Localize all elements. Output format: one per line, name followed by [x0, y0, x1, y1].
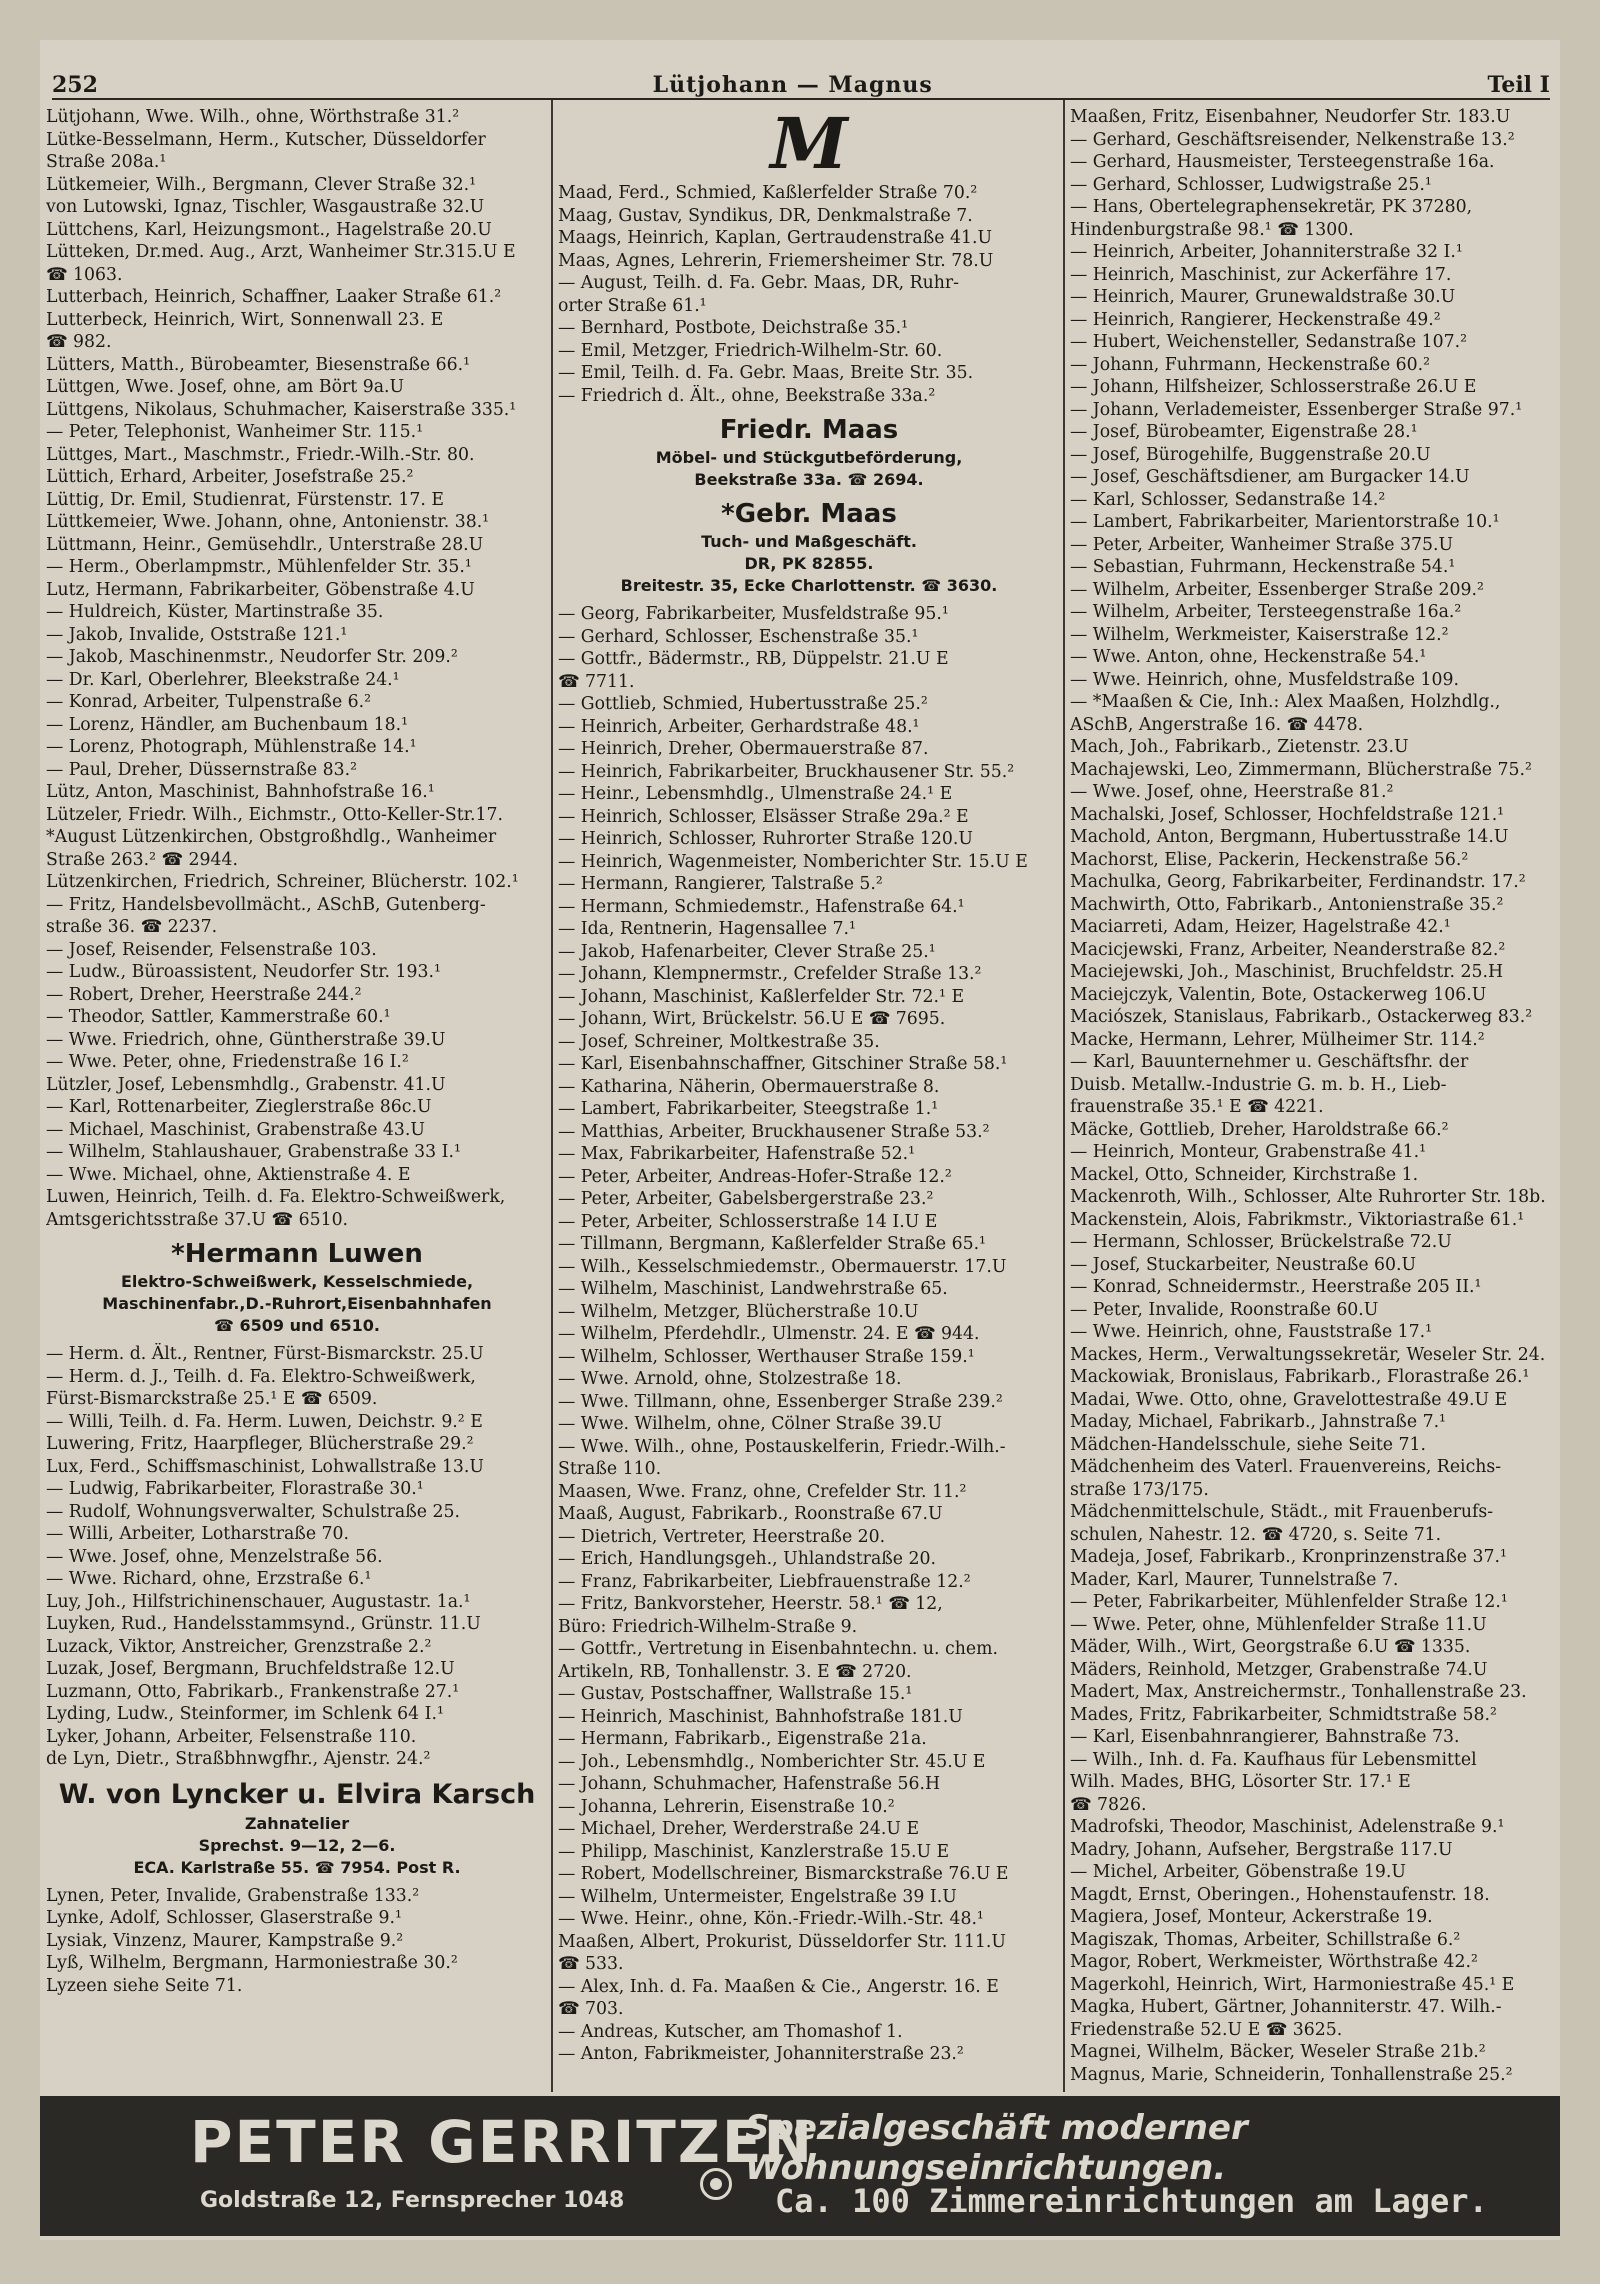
directory-entry: — Ludw., Büroassistent, Neudorfer Str. 193.¹	[46, 962, 441, 982]
directory-entry: Lyker, Johann, Arbeiter, Felsenstraße 110.	[46, 1726, 417, 1747]
directory-entry: — Gottfr., Vertretung in Eisenbahntechn. u. chem.	[558, 1639, 998, 1659]
directory-entry: Machalski, Josef, Schlosser, Hochfeldstraße 121.¹	[1070, 804, 1505, 825]
directory-entry: — Johann, Wirt, Brückelstr. 56.U E ☎ 7695.	[558, 1009, 946, 1029]
directory-entry: — Matthias, Arbeiter, Bruckhausener Straße 53.²	[558, 1121, 990, 1142]
directory-entry: Mackenstein, Alois, Fabrikmstr., Viktoriastraße 61.¹	[1070, 1209, 1525, 1230]
directory-entry: — Josef, Stuckarbeiter, Neustraße 60.U	[1070, 1254, 1417, 1275]
directory-entry: Maaßen, Albert, Prokurist, Düsseldorfer Str. 111.U	[558, 1931, 1006, 1952]
directory-entry: — Heinrich, Schlosser, Elsässer Straße 29a.² E	[558, 806, 969, 827]
directory-entry: Maaß, August, Fabrikarb., Roonstraße 67.U	[558, 1504, 943, 1524]
directory-entry: — Heinrich, Arbeiter, Johanniterstraße 32 I.¹	[1070, 242, 1463, 262]
directory-entry: — Wilhelm, Arbeiter, Essenberger Straße 209.²	[1070, 579, 1484, 600]
directory-entry: Lüttgen, Wwe. Josef, ohne, am Bört 9a.U	[46, 377, 405, 397]
directory-entry: Magnei, Wilhelm, Bäcker, Weseler Straße 21b.²	[1070, 2042, 1486, 2062]
directory-entry: — Johann, Klempnermstr., Crefelder Straße 13.²	[558, 964, 982, 984]
directory-entry: — Sebastian, Fuhrmann, Heckenstraße 54.¹	[1070, 557, 1456, 577]
directory-entry: Maags, Heinrich, Kaplan, Gertraudenstraße 41.U	[558, 228, 993, 248]
directory-entry: — Wilhelm, Untermeister, Engelstraße 39 I.U	[558, 1886, 957, 1907]
directory-entry: — Gerhard, Schlosser, Eschenstraße 35.¹	[558, 626, 919, 647]
directory-entry: — Wwe. Richard, ohne, Erzstraße 6.¹	[46, 1569, 372, 1589]
directory-entry: — Herm. d. Ält., Rentner, Fürst-Bismarckstr. 25.U	[46, 1344, 484, 1364]
directory-entry: Lütz, Anton, Maschinist, Bahnhofstraße 16.¹	[46, 782, 435, 802]
directory-entry: Mackowiak, Bronislaus, Fabrikarb., Florastraße 26.¹	[1070, 1367, 1530, 1387]
directory-entry: — Wilhelm, Pferdehdlr., Ulmenstr. 24. E ☎ 944.	[558, 1324, 980, 1344]
page-number: 252	[52, 72, 98, 98]
directory-entry: Lütteken, Dr.med. Aug., Arzt, Wanheimer Str.315.U E	[46, 242, 516, 262]
directory-entry: Büro: Friedrich-Wilhelm-Straße 9.	[558, 1616, 858, 1637]
directory-entry: Maciejewski, Joh., Maschinist, Bruchfeldstr. 25.H	[1070, 962, 1504, 982]
directory-entry: Machajewski, Leo, Zimmermann, Blücherstraße 75.²	[1070, 759, 1532, 780]
directory-entry: — Bernhard, Postbote, Deichstraße 35.¹	[558, 318, 909, 338]
directory-entry: Macke, Hermann, Lehrer, Mülheimer Str. 114.²	[1070, 1029, 1485, 1050]
directory-entry: Maag, Gustav, Syndikus, DR, Denkmalstraße 7.	[558, 205, 973, 226]
directory-entry: — Karl, Eisenbahnschaffner, Gitschiner Straße 58.¹	[558, 1054, 1008, 1074]
directory-entry: — Johann, Verlademeister, Essenberger Straße 97.¹	[1070, 399, 1523, 420]
directory-entry: Magiszak, Thomas, Arbeiter, Schillstraße 6.²	[1070, 1929, 1461, 1950]
directory-entry: — Heinrich, Dreher, Obermauerstraße 87.	[558, 739, 929, 759]
directory-entry: Mach, Joh., Fabrikarb., Zietenstr. 23.U	[1070, 737, 1409, 757]
directory-entry: — Peter, Invalide, Roonstraße 60.U	[1070, 1299, 1379, 1320]
directory-entry: — Huldreich, Küster, Martinstraße 35.	[46, 602, 384, 622]
directory-entry: — Heinrich, Arbeiter, Gerhardstraße 48.¹	[558, 716, 920, 737]
advertiser-detail: Elektro-Schweißwerk, Kesselschmiede,	[120, 1272, 474, 1291]
directory-entry: — Hermann, Fabrikarb., Eigenstraße 21a.	[558, 1729, 927, 1749]
directory-entry: — Gerhard, Schlosser, Ludwigstraße 25.¹	[1070, 174, 1432, 195]
directory-entry: — Wwe. Heinr., ohne, Kön.-Friedr.-Wilh.-Str. 48.¹	[558, 1909, 984, 1929]
directory-entry: Lützenkirchen, Friedrich, Schreiner, Blücherstr. 102.¹	[46, 872, 519, 892]
directory-entry: — Robert, Modellschreiner, Bismarckstraße 76.U E	[558, 1864, 1009, 1884]
directory-entry: Mädchen-Handelsschule, siehe Seite 71.	[1070, 1434, 1427, 1455]
directory-entry: — Johann, Schuhmacher, Hafenstraße 56.H	[558, 1774, 941, 1794]
advertisement-block	[558, 413, 1060, 491]
directory-entry: — Heinrich, Monteur, Grabenstraße 41.¹	[1070, 1142, 1427, 1162]
column-2	[558, 106, 1060, 2091]
directory-entry: Lützeler, Friedr. Wilh., Eichmstr., Otto-Keller-Str.17.	[46, 804, 503, 825]
directory-entry: — Dietrich, Vertreter, Heerstraße 20.	[558, 1526, 886, 1547]
directory-entry: *August Lützenkirchen, Obstgroßhdlg., Wanheimer	[46, 827, 497, 847]
directory-entry: Machold, Anton, Bergmann, Hubertusstraße 14.U	[1070, 827, 1509, 847]
directory-entry: Macicjewski, Franz, Arbeiter, Neanderstraße 82.²	[1070, 939, 1506, 960]
directory-entry: — Heinrich, Rangierer, Heckenstraße 49.²	[1070, 309, 1441, 330]
directory-entry: — Wwe. Peter, ohne, Friedenstraße 16 I.²	[46, 1052, 409, 1072]
directory-entry: — Wilhelm, Metzger, Blücherstraße 10.U	[558, 1301, 919, 1322]
directory-entry: — Wwe. Tillmann, ohne, Essenberger Straße 239.²	[558, 1391, 1003, 1412]
directory-entry: — Wwe. Heinrich, ohne, Musfeldstraße 109.	[1070, 669, 1459, 690]
directory-entry: ASchB, Angerstraße 16. ☎ 4478.	[1070, 714, 1364, 735]
directory-entry: Mädchenheim des Vaterl. Frauenvereins, Reichs-	[1070, 1457, 1502, 1477]
directory-entry: — Heinrich, Maurer, Grunewaldstraße 30.U	[1070, 287, 1456, 307]
directory-entry: Magiera, Josef, Monteur, Ackerstraße 19.	[1070, 1907, 1433, 1927]
directory-entry: — Ida, Rentnerin, Hagensallee 7.¹	[558, 919, 856, 939]
directory-entry: — Josef, Reisender, Felsenstraße 103.	[46, 939, 377, 960]
directory-entry: — Robert, Dreher, Heerstraße 244.²	[46, 984, 362, 1005]
directory-entry: Lüttchens, Karl, Heizungsmont., Hagelstraße 20.U	[46, 219, 492, 240]
directory-entry: — Lambert, Fabrikarbeiter, Steegstraße 1.¹	[558, 1099, 939, 1119]
advertisement-block	[46, 1777, 548, 1879]
directory-entry: — Peter, Arbeiter, Gabelsbergerstraße 23.²	[558, 1189, 934, 1209]
directory-entry: Wilh. Mades, BHG, Lösorter Str. 17.¹ E	[1070, 1772, 1411, 1792]
advertiser-detail: DR, PK 82855.	[744, 554, 874, 573]
directory-entry: — Erich, Handlungsgeh., Uhlandstraße 20.	[558, 1549, 936, 1569]
directory-entry: Lyß, Wilhelm, Bergmann, Harmoniestraße 30.²	[46, 1953, 458, 1973]
directory-entry: Lütjohann, Wwe. Wilh., ohne, Wörthstraße 31.²	[46, 107, 460, 127]
directory-entry: Magdt, Ernst, Oberingen., Hohenstaufenstr. 18.	[1070, 1884, 1490, 1905]
advertiser-detail: Zahnatelier	[244, 1813, 350, 1833]
directory-entry: — Wwe. Heinrich, ohne, Fauststraße 17.¹	[1070, 1322, 1433, 1342]
directory-entry: Straße 208a.¹	[46, 152, 167, 172]
column-divider	[1063, 100, 1065, 2092]
directory-entry: ☎ 533.	[558, 1954, 624, 1974]
advertiser-name: Friedr. Maas	[719, 415, 899, 445]
directory-entry: — Wwe. Wilhelm, ohne, Cölner Straße 39.U	[558, 1414, 943, 1434]
column-divider	[551, 100, 553, 2092]
section-letter: M	[770, 106, 848, 185]
directory-entry: — Paul, Dreher, Düssernstraße 83.²	[46, 759, 358, 780]
directory-entry: Straße 263.² ☎ 2944.	[46, 849, 239, 870]
directory-entry: Luy, Joh., Hilfstrichinenschauer, Augustastr. 1a.¹	[46, 1591, 471, 1612]
directory-entry: Lutz, Hermann, Fabrikarbeiter, Göbenstraße 4.U	[46, 579, 475, 600]
directory-entry: Lutterbeck, Heinrich, Wirt, Sonnenwall 23. E	[46, 309, 444, 330]
directory-entry: Lyzeen siehe Seite 71.	[46, 1975, 243, 1996]
directory-entry: — Heinrich, Wagenmeister, Nomberichter Str. 15.U E	[558, 851, 1028, 872]
directory-entry: — Alex, Inh. d. Fa. Maaßen & Cie., Angerstr. 16. E	[558, 1976, 999, 1997]
directory-entry: — Josef, Bürobeamter, Eigenstraße 28.¹	[1070, 422, 1418, 442]
directory-entry: ☎ 7826.	[1070, 1794, 1147, 1815]
directory-entry: Mäders, Reinhold, Metzger, Grabenstraße 74.U	[1070, 1659, 1488, 1680]
directory-entry: Fürst-Bismarckstraße 25.¹ E ☎ 6509.	[46, 1389, 378, 1409]
directory-entry: — Wwe. Anton, ohne, Heckenstraße 54.¹	[1070, 647, 1427, 667]
directory-entry: Hindenburgstraße 98.¹ ☎ 1300.	[1070, 219, 1354, 240]
directory-entry: — Peter, Fabrikarbeiter, Mühlenfelder Straße 12.¹	[1070, 1592, 1508, 1612]
directory-entry: — Wwe. Michael, ohne, Aktienstraße 4. E	[46, 1164, 411, 1185]
page-title: Lütjohann — Magnus	[652, 72, 933, 98]
directory-entry: frauenstraße 35.¹ E ☎ 4221.	[1070, 1097, 1324, 1117]
directory-entry: Lüttkemeier, Wwe. Johann, ohne, Antonienstr. 38.¹	[46, 512, 490, 532]
directory-entry: — Peter, Telephonist, Wanheimer Str. 115.¹	[46, 422, 424, 442]
directory-entry: Mades, Fritz, Fabrikarbeiter, Schmidtstraße 58.²	[1070, 1704, 1497, 1725]
directory-entry: — Konrad, Schneidermstr., Heerstraße 205 II.¹	[1070, 1277, 1482, 1297]
page-header	[52, 64, 1550, 100]
directory-entry: — Katharina, Näherin, Obermauerstraße 8.	[558, 1076, 940, 1097]
directory-entry: Madeja, Josef, Fabrikarb., Kronprinzenstraße 37.¹	[1070, 1547, 1507, 1567]
advertiser-detail: Breitestr. 35, Ecke Charlottenstr. ☎ 3630.	[620, 576, 998, 595]
directory-entry: — Emil, Metzger, Friedrich-Wilhelm-Str. 60.	[558, 340, 943, 361]
directory-entry: — Willi, Arbeiter, Lotharstraße 70.	[46, 1524, 350, 1544]
directory-entry: Lysiak, Vinzenz, Maurer, Kampstraße 9.²	[46, 1930, 404, 1951]
directory-entry: — Ludwig, Fabrikarbeiter, Florastraße 30.¹	[46, 1479, 424, 1499]
directory-entry: — Johann, Maschinist, Kaßlerfelder Str. 72.¹ E	[558, 986, 965, 1007]
directory-entry: Luwering, Fritz, Haarpfleger, Blücherstraße 29.²	[46, 1434, 474, 1454]
directory-entry: — Michael, Dreher, Werderstraße 24.U E	[558, 1819, 920, 1839]
directory-entry: Maasen, Wwe. Franz, ohne, Crefelder Str. 11.²	[558, 1481, 967, 1502]
directory-entry: — Karl, Rottenarbeiter, Zieglerstraße 86c.U	[46, 1097, 432, 1117]
directory-entry: — Johann, Hilfsheizer, Schlosserstraße 26.U E	[1070, 377, 1477, 397]
directory-entry: ☎ 1063.	[46, 264, 123, 285]
directory-entry: — Lorenz, Photograph, Mühlenstraße 14.¹	[46, 737, 417, 757]
directory-entry: Luyken, Rud., Handelsstammsynd., Grünstr. 11.U	[46, 1614, 481, 1634]
banner-logo-icon	[700, 2168, 732, 2200]
directory-entry: — Gottlieb, Schmied, Hubertusstraße 25.²	[558, 694, 928, 714]
directory-entry: Madrofski, Theodor, Maschinist, Adelenstraße 9.¹	[1070, 1817, 1505, 1837]
directory-entry: Lüttges, Mart., Maschmstr., Friedr.-Wilh.-Str. 80.	[46, 444, 475, 465]
directory-entry: — Hermann, Schmiedemstr., Hafenstraße 64.¹	[558, 896, 965, 917]
directory-entry: Madry, Johann, Aufseher, Bergstraße 117.U	[1070, 1839, 1453, 1860]
directory-entry: — Josef, Schreiner, Moltkestraße 35.	[558, 1031, 880, 1052]
directory-entry: Mäder, Wilh., Wirt, Georgstraße 6.U ☎ 1335.	[1070, 1637, 1471, 1657]
directory-entry: — Josef, Geschäftsdiener, am Burgacker 14.U	[1070, 467, 1470, 487]
directory-entry: von Lutowski, Ignaz, Tischler, Wasgaustraße 32.U	[46, 197, 485, 217]
directory-entry: — August, Teilh. d. Fa. Gebr. Maas, DR, Ruhr-	[558, 273, 959, 293]
directory-entry: Madert, Max, Anstreichermstr., Tonhallenstraße 23.	[1070, 1682, 1527, 1702]
directory-entry: Lynen, Peter, Invalide, Grabenstraße 133.²	[46, 1885, 420, 1906]
directory-entry: Maas, Agnes, Lehrerin, Friemersheimer Str. 78.U	[558, 250, 994, 271]
directory-entry: — Wwe. Wilh., ohne, Postauskelferin, Friedr.-Wilh.-	[558, 1436, 1006, 1457]
directory-entry: — Gerhard, Geschäftsreisender, Nelkenstraße 13.²	[1070, 129, 1515, 150]
directory-entry: Luzak, Josef, Bergmann, Bruchfeldstraße 12.U	[46, 1659, 455, 1679]
directory-entry: — Herm. d. J., Teilh. d. Fa. Elektro-Schweißwerk,	[46, 1366, 476, 1387]
advertisement-banner	[40, 2096, 1560, 2236]
directory-entry: — Theodor, Sattler, Kammerstraße 60.¹	[46, 1007, 391, 1027]
directory-entry: schulen, Nahestr. 12. ☎ 4720, s. Seite 71.	[1070, 1524, 1442, 1545]
directory-entry: — Wwe. Josef, ohne, Heerstraße 81.²	[1070, 782, 1394, 802]
directory-entry: Luzmann, Otto, Fabrikarb., Frankenstraße 27.¹	[46, 1681, 460, 1702]
directory-entry: — Gustav, Postschaffner, Wallstraße 15.¹	[558, 1684, 913, 1704]
directory-entry: — Johanna, Lehrerin, Eisenstraße 10.²	[558, 1796, 895, 1817]
directory-entry: Lütters, Matth., Bürobeamter, Biesenstraße 66.¹	[46, 354, 471, 375]
directory-entry: — Heinrich, Fabrikarbeiter, Bruckhausener Str. 55.²	[558, 761, 1015, 782]
directory-entry: Machorst, Elise, Packerin, Heckenstraße 56.²	[1070, 849, 1469, 870]
directory-entry: — Wilhelm, Schlosser, Werthauser Straße 159.¹	[558, 1346, 975, 1367]
directory-entry: — Wilhelm, Arbeiter, Tersteegenstraße 16a.²	[1070, 602, 1462, 622]
directory-entry: — Wwe. Friedrich, ohne, Güntherstraße 39.U	[46, 1029, 446, 1050]
advertiser-detail: ECA. Karlstraße 55. ☎ 7954. Post R.	[133, 1857, 461, 1877]
directory-entry: — Wwe. Peter, ohne, Mühlenfelder Straße 11.U	[1070, 1614, 1487, 1635]
advertiser-detail: Sprechst. 9—12, 2—6.	[198, 1835, 396, 1855]
directory-entry: — Friedrich d. Ält., ohne, Beekstraße 33a.²	[558, 385, 936, 406]
directory-entry: — Lambert, Fabrikarbeiter, Marientorstraße 10.¹	[1070, 512, 1500, 532]
directory-entry: Magerkohl, Heinrich, Wirt, Harmoniestraße 45.¹ E	[1070, 1974, 1515, 1995]
directory-entry: — Andreas, Kutscher, am Thomashof 1.	[558, 2021, 903, 2042]
directory-entry: Luwen, Heinrich, Teilh. d. Fa. Elektro-Schweißwerk,	[46, 1187, 506, 1207]
column-3	[1070, 106, 1560, 2091]
directory-entry: — Wilhelm, Werkmeister, Kaiserstraße 12.²	[1070, 624, 1449, 645]
directory-entry: Luzack, Viktor, Anstreicher, Grenzstraße 2.²	[46, 1636, 432, 1657]
directory-entry: — Peter, Arbeiter, Schlosserstraße 14 I.U E	[558, 1211, 938, 1232]
advertiser-name: *Gebr. Maas	[721, 499, 897, 529]
directory-entry: Mädchenmittelschule, Städt., mit Frauenberufs-	[1070, 1502, 1494, 1522]
column-1	[46, 106, 548, 2091]
directory-entry: Magnus, Marie, Schneiderin, Tonhallenstraße 25.²	[1070, 2064, 1513, 2085]
directory-entry: Artikeln, RB, Tonhallenstr. 3. E ☎ 2720.	[558, 1661, 912, 1682]
directory-entry: Lynke, Adolf, Schlosser, Glaserstraße 9.¹	[46, 1908, 402, 1928]
directory-entry: — Hubert, Weichensteller, Sedanstraße 107.²	[1070, 332, 1468, 352]
directory-entry: straße 36. ☎ 2237.	[46, 917, 218, 937]
advertiser-detail: Möbel- und Stückgutbeförderung,	[655, 448, 963, 467]
directory-entry: — Max, Fabrikarbeiter, Hafenstraße 52.¹	[558, 1144, 916, 1164]
directory-entry: Mäcke, Gottlieb, Dreher, Haroldstraße 66.²	[1070, 1119, 1449, 1140]
directory-entry: Maad, Ferd., Schmied, Kaßlerfelder Straße 70.²	[558, 183, 978, 203]
directory-entry: ☎ 703.	[558, 1999, 624, 2019]
directory-entry: — Peter, Arbeiter, Wanheimer Straße 375.U	[1070, 534, 1454, 555]
banner-address: Goldstraße 12, Fernsprecher 1048	[200, 2188, 625, 2213]
advertisement-block	[46, 1237, 548, 1337]
advertiser-detail: ☎ 6509 und 6510.	[213, 1316, 380, 1335]
directory-entry: Lux, Ferd., Schiffsmaschinist, Lohwallstraße 13.U	[46, 1456, 484, 1477]
directory-entry: straße 173/175.	[1070, 1479, 1209, 1500]
directory-entry: — Peter, Arbeiter, Andreas-Hofer-Straße 12.²	[558, 1166, 952, 1187]
directory-entry: — Fritz, Handelsbevollmächt., ASchB, Gutenberg-	[46, 894, 486, 915]
directory-entry: Mackenroth, Wilh., Schlosser, Alte Ruhrorter Str. 18b.	[1070, 1187, 1546, 1207]
directory-entry: Maciejczyk, Valentin, Bote, Ostackerweg 106.U	[1070, 984, 1487, 1005]
directory-entry: — Heinrich, Maschinist, Bahnhofstraße 181.U	[558, 1706, 963, 1727]
part-label: Teil I	[1487, 72, 1550, 98]
directory-entry: — Michel, Arbeiter, Göbenstraße 19.U	[1070, 1862, 1406, 1882]
directory-entry: orter Straße 61.¹	[558, 295, 707, 316]
banner-slogan: Spezialgeschäft moderner Wohnungseinrichtungen.	[745, 2108, 1248, 2188]
directory-page	[40, 40, 1560, 2240]
directory-entry: — Konrad, Arbeiter, Tulpenstraße 6.²	[46, 692, 372, 712]
directory-entry: Lutterbach, Heinrich, Schaffner, Laaker Straße 61.²	[46, 287, 502, 307]
directory-entry: — Heinr., Lebensmhdlg., Ulmenstraße 24.¹ E	[558, 784, 953, 804]
directory-entry: Lüttig, Dr. Emil, Studienrat, Fürstenstr. 17. E	[46, 489, 444, 510]
directory-entry: Lützler, Josef, Lebensmhdlg., Grabenstr. 41.U	[46, 1074, 446, 1095]
directory-entry: Lüttgens, Nikolaus, Schuhmacher, Kaiserstraße 335.¹	[46, 399, 517, 420]
directory-entry: — Tillmann, Bergmann, Kaßlerfelder Straße 65.¹	[558, 1234, 986, 1254]
directory-entry: Amtsgerichtsstraße 37.U ☎ 6510.	[46, 1209, 349, 1230]
directory-entry: — Emil, Teilh. d. Fa. Gebr. Maas, Breite Str. 35.	[558, 363, 974, 383]
directory-entry: — Karl, Bauunternehmer u. Geschäftsfhr. der	[1070, 1052, 1469, 1072]
directory-entry: — Gerhard, Hausmeister, Tersteegenstraße 16a.	[1070, 152, 1495, 172]
directory-entry: Straße 110.	[558, 1459, 662, 1479]
directory-entry: ☎ 982.	[46, 332, 112, 352]
directory-entry: — *Maaßen & Cie, Inh.: Alex Maaßen, Holzhdlg.,	[1070, 692, 1501, 712]
directory-entry: — Josef, Bürogehilfe, Buggenstraße 20.U	[1070, 444, 1431, 465]
directory-entry: Lütkemeier, Wilh., Bergmann, Clever Straße 32.¹	[46, 174, 477, 195]
directory-entry: — Johann, Fuhrmann, Heckenstraße 60.²	[1070, 354, 1431, 375]
directory-entry: — Fritz, Bankvorsteher, Heerstr. 58.¹ ☎ 12,	[558, 1594, 943, 1614]
advertiser-detail: Beekstraße 33a. ☎ 2694.	[694, 470, 924, 489]
directory-entry: — Franz, Fabrikarbeiter, Liebfrauenstraße 12.²	[558, 1571, 971, 1592]
directory-entry: Machwirth, Otto, Fabrikarb., Antonienstraße 35.²	[1070, 894, 1504, 915]
directory-entry: — Heinrich, Schlosser, Ruhrorter Straße 120.U	[558, 829, 973, 849]
directory-entry: — Hermann, Rangierer, Talstraße 5.²	[558, 874, 883, 894]
directory-entry: — Wwe. Josef, ohne, Menzelstraße 56.	[46, 1546, 383, 1567]
advertiser-name: *Hermann Luwen	[171, 1239, 423, 1269]
directory-entry: — Dr. Karl, Oberlehrer, Bleekstraße 24.¹	[46, 669, 400, 690]
directory-entry: Lüttich, Erhard, Arbeiter, Josefstraße 25.²	[46, 467, 414, 487]
directory-entry: Maciószek, Stanislaus, Fabrikarb., Ostackerweg 83.²	[1070, 1007, 1533, 1027]
directory-entry: — Lorenz, Händler, am Buchenbaum 18.¹	[46, 714, 408, 735]
directory-entry: Mackel, Otto, Schneider, Kirchstraße 1.	[1070, 1164, 1419, 1185]
directory-entry: — Joh., Lebensmhdlg., Nomberichter Str. 45.U E	[558, 1751, 986, 1772]
directory-entry: Madai, Wwe. Otto, ohne, Gravelottestraße 49.U E	[1070, 1389, 1508, 1410]
directory-entry: — Karl, Eisenbahnrangierer, Bahnstraße 73.	[1070, 1727, 1460, 1747]
directory-entry: Magor, Robert, Werkmeister, Wörthstraße 42.²	[1070, 1952, 1478, 1972]
directory-entry: — Heinrich, Maschinist, zur Ackerfähre 17.	[1070, 264, 1452, 285]
directory-entry: — Michael, Maschinist, Grabenstraße 43.U	[46, 1119, 425, 1140]
directory-entry: Friedenstraße 52.U E ☎ 3625.	[1070, 2019, 1343, 2040]
directory-entry: Mackes, Herm., Verwaltungssekretär, Weseler Str. 24.	[1070, 1344, 1546, 1365]
directory-entry: — Herm., Oberlampmstr., Mühlenfelder Str. 35.¹	[46, 557, 472, 577]
directory-entry: — Wwe. Arnold, ohne, Stolzestraße 18.	[558, 1369, 902, 1389]
directory-entry: — Wilhelm, Maschinist, Landwehrstraße 65.	[558, 1279, 948, 1299]
directory-entry: Lütke-Besselmann, Herm., Kutscher, Düsseldorfer	[46, 129, 486, 150]
directory-entry: — Wilh., Kesselschmiedemstr., Obermauerstr. 17.U	[558, 1256, 1007, 1277]
directory-entry: Lyding, Ludw., Steinformer, im Schlenk 64 I.¹	[46, 1704, 444, 1724]
directory-entry: — Rudolf, Wohnungsverwalter, Schulstraße 25.	[46, 1501, 460, 1522]
directory-entry: Maday, Michael, Fabrikarb., Jahnstraße 7.¹	[1070, 1412, 1446, 1432]
directory-entry: Lüttmann, Heinr., Gemüsehdlr., Unterstraße 28.U	[46, 534, 484, 555]
banner-stock: Ca. 100 Zimmereinrichtungen am Lager.	[775, 2182, 1488, 2220]
directory-entry: — Hermann, Schlosser, Brückelstraße 72.U	[1070, 1232, 1452, 1252]
directory-entry: — Philipp, Maschinist, Kanzlerstraße 15.U E	[558, 1841, 950, 1862]
directory-entry: Machulka, Georg, Fabrikarbeiter, Ferdinandstr. 17.²	[1070, 872, 1526, 892]
directory-entry: — Wilh., Inh. d. Fa. Kaufhaus für Lebensmittel	[1070, 1749, 1477, 1770]
directory-entry: de Lyn, Dietr., Straßbhnwgfhr., Ajenstr. 24.²	[46, 1749, 431, 1769]
advertiser-detail: Maschinenfabr.,D.-Ruhrort,Eisenbahnhafen	[102, 1294, 492, 1313]
advertiser-name: W. von Lyncker u. Elvira Karsch	[58, 1778, 536, 1810]
directory-entry: — Willi, Teilh. d. Fa. Herm. Luwen, Deichstr. 9.² E	[46, 1411, 483, 1432]
directory-entry: — Gottfr., Bädermstr., RB, Düppelstr. 21.U E	[558, 649, 949, 669]
directory-entry: — Wilhelm, Stahlaushauer, Grabenstraße 33 I.¹	[46, 1142, 461, 1162]
directory-entry: Magka, Hubert, Gärtner, Johanniterstr. 47. Wilh.-	[1070, 1997, 1502, 2017]
advertiser-detail: Tuch- und Maßgeschäft.	[701, 532, 917, 551]
banner-company-name: PETER GERRITZEN	[190, 2108, 815, 2176]
directory-entry: — Karl, Schlosser, Sedanstraße 14.²	[1070, 489, 1386, 510]
directory-entry: — Hans, Obertelegraphensekretär, PK 37280,	[1070, 197, 1473, 217]
directory-entry: — Georg, Fabrikarbeiter, Musfeldstraße 95.¹	[558, 604, 949, 624]
directory-entry: ☎ 7711.	[558, 671, 635, 692]
directory-entry: — Anton, Fabrikmeister, Johanniterstraße 23.²	[558, 2044, 964, 2064]
directory-entry: Maaßen, Fritz, Eisenbahner, Neudorfer Str. 183.U	[1070, 107, 1511, 127]
directory-entry: — Jakob, Maschinenmstr., Neudorfer Str. 209.²	[46, 647, 458, 667]
directory-entry: Maciarreti, Adam, Heizer, Hagelstraße 42.¹	[1070, 917, 1451, 937]
directory-entry: Mader, Karl, Maurer, Tunnelstraße 7.	[1070, 1569, 1399, 1590]
directory-entry: — Jakob, Invalide, Oststraße 121.¹	[46, 624, 348, 645]
directory-entry: — Jakob, Hafenarbeiter, Clever Straße 25.¹	[558, 941, 936, 962]
advertisement-block	[558, 497, 1060, 597]
directory-entry: Duisb. Metallw.-Industrie G. m. b. H., Lieb-	[1070, 1074, 1447, 1095]
